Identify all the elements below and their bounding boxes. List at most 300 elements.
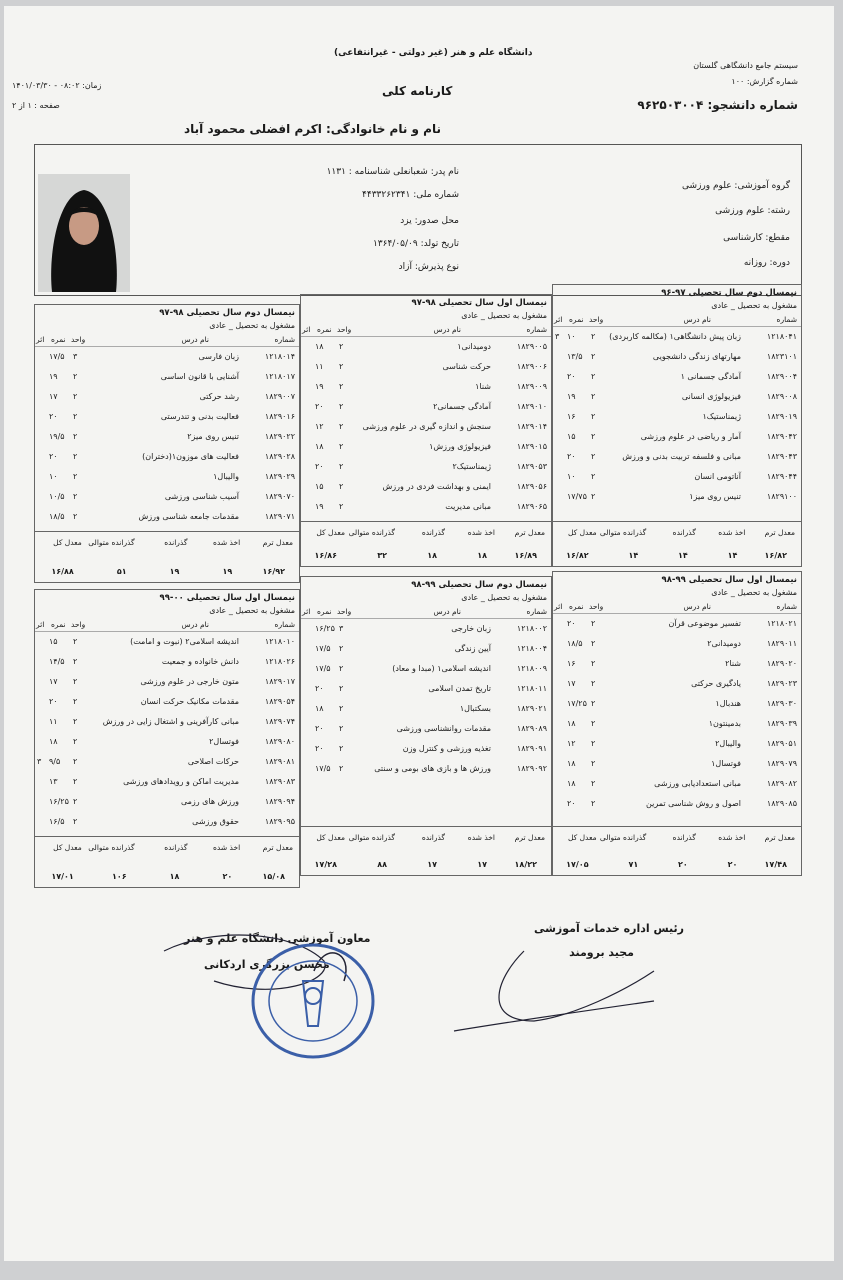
course-name: اصول و روش شناسی تمرین — [646, 799, 741, 808]
course-name: ژیمناستیک۲ — [452, 462, 491, 471]
course-grade: ۱۸ — [567, 779, 576, 788]
course-grade: ۱۶/۲۵ — [49, 797, 69, 806]
edu-group: گروه آموزشی: علوم ورزشی — [682, 181, 790, 191]
course-row — [301, 339, 551, 356]
course-row — [35, 794, 299, 811]
course-unit: ۲ — [339, 664, 344, 673]
course-unit: ۲ — [591, 799, 596, 808]
course-unit: ۲ — [339, 704, 344, 713]
summary-label-passed_cons: گذرانده متوالی — [599, 833, 647, 842]
course-code: ۱۸۲۹۰۸۱ — [264, 757, 295, 766]
birth-date: تاریخ تولد: ۱۳۶۴/۰۵/۰۹ — [372, 239, 459, 249]
course-unit: ۲ — [591, 639, 596, 648]
course-unit: ۲ — [591, 619, 596, 628]
course-name: تنیس روی میز۲ — [187, 432, 239, 441]
summary-value-passed: ۱۷ — [427, 860, 437, 869]
course-grade: ۱۸ — [49, 737, 58, 746]
summary-value-passed: ۱۸ — [169, 872, 180, 881]
course-row — [35, 674, 299, 691]
course-unit: ۲ — [591, 719, 596, 728]
course-unit: ۲ — [73, 452, 78, 461]
course-code: ۱۸۲۹۰۵۳ — [516, 462, 547, 471]
course-name: شنا۲ — [725, 659, 741, 668]
course-name: فعالیت های موزون۱(دختران) — [142, 452, 239, 461]
summary-value-taken: ۱۸ — [477, 551, 487, 560]
course-code: ۱۸۲۹۰۲۸ — [264, 452, 295, 461]
page-title: کارنامه کلی — [382, 84, 453, 98]
semester-title: نیمسال دوم سال تحصیلی ۹۷-۹۶ — [661, 288, 797, 298]
course-grade: ۱۵ — [567, 432, 576, 441]
summary-value-passed_cons: ۷۱ — [628, 860, 639, 869]
col-code: شماره — [526, 325, 547, 334]
semester-box — [552, 571, 802, 827]
course-row — [553, 796, 801, 813]
summary-label-total_avg: معدل کل — [567, 833, 597, 842]
course-code: ۱۲۱۸۰۴۱ — [766, 332, 797, 341]
semester-title: نیمسال دوم سال تحصیلی ۹۸-۹۷ — [159, 308, 295, 318]
course-row — [553, 329, 801, 346]
course-unit: ۲ — [339, 482, 344, 491]
course-grade: ۱۸ — [315, 704, 324, 713]
course-code: ۱۸۲۹۰۸۹ — [516, 724, 547, 733]
course-row — [301, 359, 551, 376]
course-unit: ۲ — [339, 462, 344, 471]
summary-value-total_avg: ۱۶/۸۸ — [51, 567, 74, 576]
semester-status: مشغول به تحصیل _ عادی — [461, 593, 547, 602]
course-row — [35, 469, 299, 486]
course-row — [553, 616, 801, 633]
course-name: اندیشه اسلامی۲ (نبوت و امامت) — [130, 637, 239, 646]
course-grade: ۱۴/۵ — [49, 657, 65, 666]
course-grade: ۲۰ — [315, 462, 324, 471]
course-name: زبان فارسی — [198, 352, 239, 361]
course-code: ۱۲۱۸۰۱۴ — [264, 352, 295, 361]
column-headers — [301, 607, 551, 619]
course-name: بدمینتون۱ — [708, 719, 741, 728]
summary-label-taken: اخذ شده — [718, 528, 746, 537]
course-code: ۱۸۲۹۰۷۴ — [264, 717, 295, 726]
course-code: ۱۸۲۹۰۳۹ — [766, 719, 797, 728]
course-row — [553, 716, 801, 733]
course-name: فعالیت بدنی و تندرستی — [160, 412, 239, 421]
course-name: دانش خانواده و جمعیت — [161, 657, 239, 666]
issue-place: محل صدور: یزد — [400, 216, 459, 226]
column-headers — [553, 315, 801, 327]
summary-value-term_avg: ۱۸/۲۲ — [514, 860, 537, 869]
summary-value-total_avg: ۱۶/۸۶ — [314, 551, 337, 560]
course-name: زبان پیش دانشگاهی۱ (مکالمه کاربردی) — [609, 332, 741, 341]
course-grade: ۱۷ — [567, 679, 576, 688]
course-grade: ۱۹ — [567, 392, 576, 401]
course-name: مبانی مدیریت — [445, 502, 491, 511]
course-name: بسکتبال۱ — [459, 704, 491, 713]
course-unit: ۲ — [73, 677, 78, 686]
course-unit: ۲ — [591, 779, 596, 788]
course-code: ۱۸۲۹۰۹۱ — [516, 744, 547, 753]
right-signer-title: رئیس اداره خدمات آموزشی — [533, 922, 684, 935]
course-unit: ۲ — [73, 657, 78, 666]
course-row — [553, 429, 801, 446]
summary-value-passed_cons: ۱۰۶ — [111, 872, 127, 881]
course-grade: ۹/۵ — [49, 757, 61, 766]
col-name: نام درس — [433, 325, 461, 334]
course-code: ۱۲۱۸۰۱۱ — [516, 684, 547, 693]
course-grade: ۱۲ — [315, 422, 324, 431]
summary-value-term_avg: ۱۶/۸۹ — [514, 551, 537, 560]
course-code: ۱۸۲۹۰۰۶ — [516, 362, 547, 371]
course-code: ۱۸۲۹۰۴۳ — [766, 452, 797, 461]
course-unit: ۲ — [339, 422, 344, 431]
course-row — [35, 734, 299, 751]
semester-box — [552, 284, 802, 522]
course-unit: ۲ — [591, 739, 596, 748]
course-unit: ۲ — [73, 817, 78, 826]
course-unit: ۲ — [73, 472, 78, 481]
course-code: ۱۸۲۹۰۰۸ — [766, 392, 797, 401]
course-unit: ۲ — [591, 332, 596, 341]
course-grade: ۱۸ — [567, 719, 576, 728]
course-grade: ۲۰ — [315, 724, 324, 733]
course-grade: ۱۰ — [567, 332, 576, 341]
summary-value-taken: ۱۴ — [727, 551, 738, 560]
summary-label-term_avg: معدل ترم — [262, 843, 293, 852]
summary-label-passed: گذرانده — [672, 528, 696, 537]
course-unit: ۲ — [73, 372, 78, 381]
course-unit: ۲ — [591, 392, 596, 401]
course-name: فوتسال۲ — [209, 737, 239, 746]
course-code: ۱۸۲۹۰۱۱ — [766, 639, 797, 648]
course-unit: ۲ — [73, 637, 78, 646]
col-grade: نمره — [51, 620, 66, 629]
course-grade: ۱۷/۵ — [315, 664, 331, 673]
course-grade: ۱۳ — [49, 777, 58, 786]
course-unit: ۲ — [73, 737, 78, 746]
course-row — [553, 389, 801, 406]
course-code: ۱۸۲۹۰۴۲ — [766, 432, 797, 441]
course-name: مقدمات مکانیک حرکت انسان — [140, 697, 239, 706]
summary-label-term_avg: معدل ترم — [514, 528, 545, 537]
course-name: هندبال۱ — [715, 699, 741, 708]
course-code: ۱۸۲۹۰۰۹ — [516, 382, 547, 391]
course-unit: ۲ — [73, 432, 78, 441]
course-name: والیبال۱ — [213, 472, 239, 481]
course-status: ۳ — [555, 332, 560, 341]
course-row — [553, 349, 801, 366]
column-headers — [35, 335, 299, 347]
col-status: اثر — [302, 325, 311, 334]
course-name: تاریخ تمدن اسلامی — [428, 684, 491, 693]
course-grade: ۱۷/۷۵ — [567, 492, 587, 501]
semester-box — [300, 576, 552, 827]
course-name: فوتسال۱ — [711, 759, 741, 768]
summary-label-term_avg: معدل ترم — [764, 528, 795, 537]
course-name: آسیب شناسی ورزشی — [164, 492, 239, 501]
semester-summary — [300, 521, 552, 567]
course-name: دومیدانی۲ — [707, 639, 741, 648]
course-code: ۱۲۱۸۰۰۹ — [516, 664, 547, 673]
course-row — [553, 776, 801, 793]
course-grade: ۲۰ — [567, 452, 576, 461]
course-type: دوره: روزانه — [743, 258, 790, 268]
course-code: ۱۸۲۹۰۰۷ — [264, 392, 295, 401]
course-name: تغذیه ورزشی و کنترل وزن — [402, 744, 491, 753]
summary-value-taken: ۱۷ — [477, 860, 487, 869]
col-grade: نمره — [51, 335, 66, 344]
course-unit: ۲ — [73, 717, 78, 726]
course-name: متون خارجی در علوم ورزشی — [140, 677, 239, 686]
course-grade: ۱۰/۵ — [49, 492, 65, 501]
course-grade: ۲۰ — [49, 697, 58, 706]
course-row — [35, 409, 299, 426]
course-unit: ۲ — [339, 764, 344, 773]
course-row — [553, 449, 801, 466]
course-name: ورزش ها و بازی های بومی و سنتی — [374, 764, 491, 773]
course-row — [553, 756, 801, 773]
course-name: سنجش و اندازه گیری در علوم ورزشی — [362, 422, 491, 431]
course-unit: ۲ — [591, 699, 596, 708]
course-grade: ۲۰ — [567, 372, 576, 381]
page-number: صفحه : ۱ از ۲ — [12, 101, 60, 110]
semester-box — [34, 304, 300, 532]
course-row — [301, 681, 551, 698]
summary-label-term_avg: معدل ترم — [514, 833, 545, 842]
summary-value-term_avg: ۱۷/۴۸ — [764, 860, 787, 869]
summary-label-passed_cons: گذرانده متوالی — [599, 528, 647, 537]
summary-label-passed_cons: گذرانده متوالی — [348, 833, 395, 842]
summary-label-total_avg: معدل کل — [316, 833, 345, 842]
course-row — [553, 489, 801, 506]
course-row — [553, 676, 801, 693]
course-unit: ۳ — [339, 624, 344, 633]
summary-value-term_avg: ۱۶/۸۲ — [764, 551, 787, 560]
course-unit: ۲ — [591, 432, 596, 441]
course-code: ۱۸۲۹۰۱۵ — [516, 442, 547, 451]
course-grade: ۱۶/۵ — [49, 817, 65, 826]
course-row — [35, 774, 299, 791]
col-status: اثر — [554, 602, 563, 611]
semester-status: مشغول به تحصیل _ عادی — [209, 321, 295, 330]
course-unit: ۲ — [339, 362, 344, 371]
summary-label-passed: گذرانده — [164, 843, 188, 852]
course-row — [301, 419, 551, 436]
course-code: ۱۸۲۹۰۳۰ — [766, 699, 797, 708]
student-number: شماره دانشجو: ۹۶۲۵۰۳۰۰۴ — [637, 98, 798, 112]
course-code: ۱۸۲۹۰۱۷ — [264, 677, 295, 686]
course-unit: ۲ — [591, 372, 596, 381]
course-row — [301, 399, 551, 416]
course-code: ۱۲۱۸۰۲۱ — [766, 619, 797, 628]
university-name: دانشگاه علم و هنر (غیر دولتی - غیرانتفاعی) — [334, 48, 533, 58]
course-grade: ۱۷/۲۵ — [567, 699, 587, 708]
col-name: نام درس — [683, 315, 711, 324]
course-grade: ۱۸/۵ — [567, 639, 583, 648]
course-row — [35, 754, 299, 771]
course-row — [553, 369, 801, 386]
semester-summary — [552, 521, 802, 567]
summary-value-passed_cons: ۳۲ — [377, 551, 387, 560]
course-name: مبانی و فلسفه تربیت بدنی و ورزش — [622, 452, 741, 461]
column-headers — [301, 325, 551, 337]
course-row — [301, 741, 551, 758]
student-name: نام و نام خانوادگی: اکرم افضلی محمود آباد — [184, 122, 441, 136]
course-name: والیبال۲ — [715, 739, 741, 748]
course-row — [301, 721, 551, 738]
course-row — [301, 621, 551, 638]
course-name: شنا۱ — [475, 382, 491, 391]
course-code: ۱۸۲۹۰۲۳ — [766, 679, 797, 688]
course-name: یادگیری حرکتی — [691, 679, 741, 688]
course-unit: ۲ — [591, 352, 596, 361]
course-unit: ۲ — [591, 492, 596, 501]
course-row — [301, 701, 551, 718]
report-number: شماره گزارش: ۱۰۰ — [731, 77, 798, 86]
course-code: ۱۸۲۳۱۰۱ — [766, 352, 797, 361]
transcript-page — [4, 6, 834, 1261]
course-name: تنیس روی میز۱ — [689, 492, 741, 501]
course-grade: ۱۷/۵ — [49, 352, 65, 361]
handwritten-signatures — [154, 921, 674, 1051]
summary-value-passed: ۲۰ — [678, 860, 688, 869]
report-datetime: زمان: ۰۸:۰۲ - ۱۴۰۱/۰۳/۳۰ — [12, 81, 102, 90]
course-name: آمار و ریاضی در علوم ورزشی — [640, 432, 741, 441]
course-name: فیزیولوژی انسانی — [681, 392, 741, 401]
summary-value-passed: ۱۹ — [169, 567, 180, 576]
course-grade: ۱۷/۵ — [315, 764, 331, 773]
course-unit: ۲ — [339, 402, 344, 411]
course-code: ۱۸۲۹۰۴۴ — [766, 472, 797, 481]
summary-label-passed_cons: گذرانده متوالی — [88, 538, 135, 547]
course-grade: ۱۸ — [315, 442, 324, 451]
col-code: شماره — [776, 602, 797, 611]
course-code: ۱۸۲۹۰۱۴ — [516, 422, 547, 431]
course-unit: ۲ — [339, 744, 344, 753]
semester-summary — [552, 826, 802, 876]
course-code: ۱۸۲۹۰۸۵ — [766, 799, 797, 808]
course-row — [301, 379, 551, 396]
summary-value-total_avg: ۱۷/۲۸ — [314, 860, 337, 869]
semester-title: نیمسال اول سال تحصیلی ۹۸-۹۷ — [411, 298, 547, 308]
summary-label-term_avg: معدل ترم — [262, 538, 293, 547]
col-name: نام درس — [181, 335, 209, 344]
course-grade: ۲۰ — [315, 744, 324, 753]
course-grade: ۱۵ — [315, 482, 324, 491]
summary-label-total_avg: معدل کل — [53, 538, 82, 547]
course-grade: ۱۹ — [49, 372, 58, 381]
course-row — [553, 736, 801, 753]
summary-label-passed: گذرانده — [672, 833, 696, 842]
course-grade: ۱۳/۵ — [567, 352, 583, 361]
course-name: حرکت شناسی — [442, 362, 491, 371]
summary-value-term_avg: ۱۵/۰۸ — [262, 872, 285, 881]
summary-label-passed_cons: گذرانده متوالی — [88, 843, 135, 852]
col-code: شماره — [526, 607, 547, 616]
semester-box — [34, 589, 300, 837]
course-code: ۱۸۲۹۰۲۲ — [264, 432, 295, 441]
course-row — [553, 409, 801, 426]
course-name: رشد حرکتی — [199, 392, 239, 401]
course-grade: ۱۷ — [49, 392, 58, 401]
university-stamp — [248, 941, 378, 1065]
summary-label-total_avg: معدل کل — [316, 528, 345, 537]
course-code: ۱۸۲۹۰۵۶ — [516, 482, 547, 491]
course-code: ۱۸۲۹۰۲۱ — [516, 704, 547, 713]
col-name: نام درس — [181, 620, 209, 629]
course-row — [553, 696, 801, 713]
summary-value-total_avg: ۱۷/۰۵ — [566, 860, 589, 869]
course-row — [35, 509, 299, 526]
course-grade: ۱۹/۵ — [49, 432, 65, 441]
course-name: آیین زندگی — [454, 644, 491, 653]
semester-title: نیمسال اول سال تحصیلی ۰۰-۹۹ — [159, 593, 295, 603]
col-status: اثر — [302, 607, 311, 616]
summary-label-total_avg: معدل کل — [53, 843, 82, 852]
semester-title: نیمسال اول سال تحصیلی ۹۹-۹۸ — [661, 575, 797, 585]
col-status: اثر — [554, 315, 563, 324]
col-grade: نمره — [569, 602, 584, 611]
course-row — [35, 349, 299, 366]
course-code: ۱۸۲۹۰۵۴ — [264, 697, 295, 706]
course-unit: ۲ — [591, 472, 596, 481]
course-unit: ۲ — [73, 757, 78, 766]
col-unit: واحد — [71, 335, 86, 344]
course-name: حرکات اصلاحی — [187, 757, 239, 766]
course-code: ۱۸۲۹۰۶۵ — [516, 502, 547, 511]
semester-status: مشغول به تحصیل _ عادی — [711, 301, 797, 310]
system-name: سیستم جامع دانشگاهی گلستان — [693, 61, 798, 70]
course-grade: ۱۷/۵ — [315, 644, 331, 653]
semester-title: نیمسال دوم سال تحصیلی ۹۹-۹۸ — [411, 580, 547, 590]
course-grade: ۱۵ — [49, 637, 58, 646]
col-code: شماره — [274, 620, 295, 629]
course-grade: ۱۷ — [49, 677, 58, 686]
col-grade: نمره — [317, 325, 332, 334]
course-code: ۱۸۲۹۰۱۰ — [516, 402, 547, 411]
summary-label-taken: اخذ شده — [467, 528, 495, 537]
course-name: دومیدانی۱ — [457, 342, 491, 351]
col-status: اثر — [36, 335, 45, 344]
course-unit: ۲ — [339, 724, 344, 733]
semester-status: مشغول به تحصیل _ عادی — [209, 606, 295, 615]
course-unit: ۲ — [73, 392, 78, 401]
summary-label-taken: اخذ شده — [718, 833, 746, 842]
admission-type: نوع پذیرش: آزاد — [398, 262, 459, 272]
col-unit: واحد — [71, 620, 86, 629]
course-unit: ۲ — [73, 512, 78, 521]
column-headers — [35, 620, 299, 632]
course-name: مبانی استعدادیابی ورزشی — [654, 779, 741, 788]
col-unit: واحد — [589, 602, 604, 611]
summary-label-passed: گذرانده — [421, 833, 445, 842]
col-code: شماره — [776, 315, 797, 324]
summary-value-passed_cons: ۸۸ — [377, 860, 387, 869]
course-unit: ۲ — [339, 342, 344, 351]
course-code: ۱۸۲۹۰۸۳ — [264, 777, 295, 786]
course-name: فیزیولوژی ورزش۱ — [429, 442, 491, 451]
course-row — [35, 694, 299, 711]
course-unit: ۲ — [591, 679, 596, 688]
course-row — [35, 489, 299, 506]
summary-label-passed_cons: گذرانده متوالی — [348, 528, 395, 537]
col-grade: نمره — [569, 315, 584, 324]
course-unit: ۲ — [339, 644, 344, 653]
course-row — [553, 656, 801, 673]
course-row — [553, 636, 801, 653]
summary-label-total_avg: معدل کل — [567, 528, 597, 537]
semester-summary — [34, 531, 300, 583]
course-code: ۱۸۲۹۰۱۶ — [264, 412, 295, 421]
summary-value-passed_cons: ۵۱ — [116, 567, 127, 576]
course-name: تفسیر موضوعی قرآن — [668, 619, 741, 628]
